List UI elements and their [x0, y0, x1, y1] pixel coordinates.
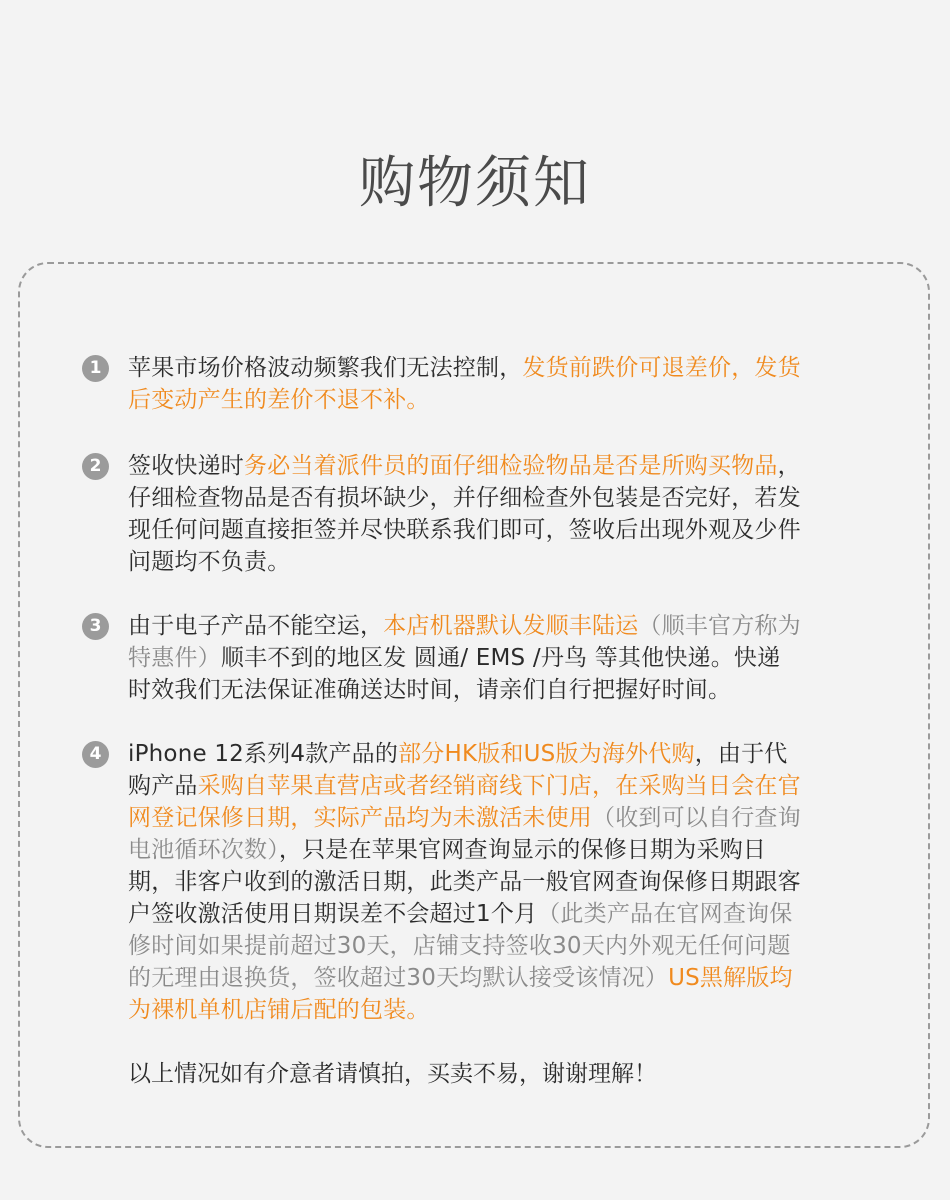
text-segment: iPhone 12系列4款产品的 — [128, 741, 399, 767]
number-badge: 3 — [82, 613, 109, 640]
notice-text — [128, 450, 802, 578]
page-title: 购物须知 — [359, 151, 591, 216]
text-segment: 签收快递时 — [128, 453, 244, 479]
notice-item-1 — [82, 352, 802, 416]
number-badge: 1 — [82, 355, 109, 382]
notice-item-3 — [82, 610, 802, 706]
highlight-segment: 部分HK版和US版为海外代购 — [398, 741, 695, 767]
highlight-segment: 务必当着派件员的面仔细检验物品是否是所购买物品 — [244, 453, 778, 479]
text-segment: 由于电子产品不能空运， — [128, 613, 384, 639]
text-segment: 顺丰不到的地区发 圆通/ EMS /丹鸟 等其他快递。快递时效我们无法保证准确送达时间，请亲们自行把握好时间。 — [128, 645, 781, 703]
notice-text — [128, 610, 802, 706]
highlight-segment: 发货前跌价可退差价，发货后变动产生的差价不退不补。 — [128, 355, 801, 413]
highlight-segment: 采购自苹果直营店或者经销商线下门店，在采购当日会在官网登记保修日期，实际产品均为未激活未使用 — [128, 773, 801, 831]
highlight-segment: US黑解版均为裸机单机店铺后配的包装。 — [128, 965, 793, 1023]
notice-item-4 — [82, 738, 802, 1026]
text-segment: 苹果市场价格波动频繁我们无法控制， — [128, 355, 523, 381]
text-segment: ，只是在苹果官网查询显示的保修日期为采购日期，非客户收到的激活日期，此类产品一般官网查询保修日期跟客户签收激活使用日期误差不会超过1个月 — [128, 837, 801, 927]
muted-segment: （收到可以自行查询电池循环次数） — [128, 805, 801, 863]
number-badge: 4 — [82, 741, 109, 768]
text-segment: ，由于代购产品 — [128, 741, 788, 799]
notice-text — [128, 738, 802, 1026]
notice-text — [128, 352, 802, 416]
closing-note: 以上情况如有介意者请慎拍，买卖不易，谢谢理解！ — [128, 1061, 657, 1087]
muted-segment: （此类产品在官网查询保修时间如果提前超过30天，店铺支持签收30天内外观无任何问题的无理由退换货，签收超过30天均默认接受该情况） — [128, 901, 793, 991]
highlight-segment: 本店机器默认发顺丰陆运 — [383, 613, 639, 639]
muted-segment: （顺丰官方称为特惠件） — [128, 613, 801, 671]
text-segment: ，仔细检查物品是否有损坏缺少，并仔细检查外包装是否完好，若发现任何问题直接拒签并尽快联系我们即可，签收后出现外观及少件问题均不负责。 — [128, 453, 801, 575]
number-badge: 2 — [82, 453, 109, 480]
notice-item-2 — [82, 450, 802, 578]
